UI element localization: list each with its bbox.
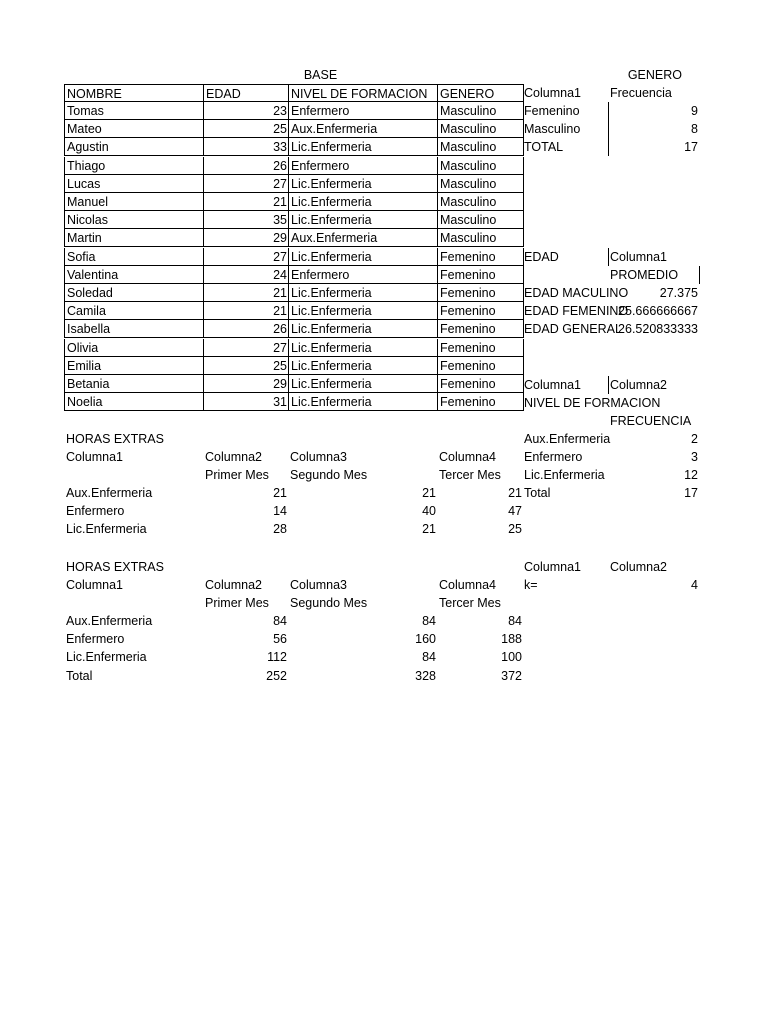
base-cell-genero[interactable]: Masculino <box>437 193 524 211</box>
base-cell-nivel[interactable]: Enfermero <box>288 266 438 284</box>
horas1-header-1[interactable]: Columna2 <box>205 450 262 464</box>
horas2-title: HORAS EXTRAS <box>66 560 164 574</box>
base-cell-edad[interactable]: 29 <box>203 229 289 247</box>
base-cell-nombre[interactable]: Olivia <box>64 339 204 357</box>
horas2-header-3[interactable]: Columna4 <box>439 578 496 592</box>
genero-label-2[interactable]: TOTAL <box>524 140 564 154</box>
base-cell-nivel[interactable]: Lic.Enfermeria <box>288 357 438 375</box>
base-cell-edad[interactable]: 35 <box>203 211 289 229</box>
base-cell-nombre[interactable]: Noelia <box>64 393 204 411</box>
base-cell-nombre[interactable]: Valentina <box>64 266 204 284</box>
nivel-value-2[interactable]: 12 <box>684 468 698 482</box>
edad-divider-top <box>608 248 609 266</box>
base-cell-nivel[interactable]: Lic.Enfermeria <box>288 302 438 320</box>
base-cell-nombre[interactable]: Emilia <box>64 357 204 375</box>
edad-label-2[interactable]: EDAD GENERAL <box>524 322 622 336</box>
genero-col2[interactable]: Frecuencia <box>610 86 672 100</box>
base-cell-nivel[interactable]: Lic.Enfermeria <box>288 339 438 357</box>
base-cell-nivel[interactable]: Enfermero <box>288 102 438 120</box>
base-cell-edad[interactable]: 27 <box>203 175 289 193</box>
base-cell-edad[interactable]: 29 <box>203 375 289 393</box>
header-nivel[interactable]: NIVEL DE FORMACION <box>288 84 438 102</box>
k-value[interactable]: 4 <box>691 578 698 592</box>
base-cell-edad[interactable]: 31 <box>203 393 289 411</box>
nivel-value-1[interactable]: 3 <box>691 450 698 464</box>
edad-value-1[interactable]: 25.666666667 <box>618 304 698 318</box>
base-cell-nivel[interactable]: Lic.Enfermeria <box>288 375 438 393</box>
nivel-col2[interactable]: Columna2 <box>610 378 667 392</box>
base-cell-edad[interactable]: 27 <box>203 339 289 357</box>
header-genero[interactable]: GENERO <box>437 84 524 102</box>
base-cell-nombre[interactable]: Martin <box>64 229 204 247</box>
nivel-col1[interactable]: Columna1 <box>524 378 581 392</box>
horas1-cell[interactable]: 21 <box>422 486 436 500</box>
genero-title: GENERO <box>627 68 682 82</box>
base-cell-genero[interactable]: Masculino <box>437 211 524 229</box>
base-cell-nombre[interactable]: Camila <box>64 302 204 320</box>
base-cell-genero[interactable]: Femenino <box>437 284 524 302</box>
base-cell-edad[interactable]: 21 <box>203 193 289 211</box>
horas2-cell[interactable]: 84 <box>422 614 436 628</box>
horas2-cell[interactable]: 84 <box>422 650 436 665</box>
base-cell-edad[interactable]: 24 <box>203 266 289 284</box>
horas2-cell[interactable]: 328 <box>415 668 436 683</box>
base-cell-nivel[interactable]: Aux.Enfermeria <box>288 120 438 138</box>
horas1-header-0[interactable]: Columna1 <box>66 450 123 464</box>
base-cell-nombre[interactable]: Tomas <box>64 102 204 120</box>
base-cell-genero[interactable]: Femenino <box>437 302 524 320</box>
edad-divider-right <box>699 266 700 284</box>
base-cell-genero[interactable]: Masculino <box>437 138 524 156</box>
horas1-cell[interactable]: 28 <box>273 522 287 537</box>
base-cell-nombre[interactable]: Lucas <box>64 175 204 193</box>
base-cell-nivel[interactable]: Aux.Enfermeria <box>288 229 438 247</box>
horas2-subheader-1[interactable]: Segundo Mes <box>290 596 368 610</box>
horas2-subheader-0[interactable]: Primer Mes <box>205 596 269 610</box>
edad-value-0[interactable]: 27.375 <box>659 286 698 300</box>
edad-label-0[interactable]: EDAD MACULINO <box>524 286 629 300</box>
horas2-cell[interactable]: Aux.Enfermeria <box>66 614 153 628</box>
nivel-value-0[interactable]: 2 <box>691 432 698 446</box>
horas1-header-2[interactable]: Columna3 <box>290 450 347 464</box>
edad-col2b[interactable]: PROMEDIO <box>610 268 679 282</box>
base-cell-nombre[interactable]: Betania <box>64 375 204 393</box>
base-cell-edad[interactable]: 33 <box>203 138 289 156</box>
horas2-cell[interactable]: 252 <box>266 668 287 683</box>
edad-col1[interactable]: EDAD <box>524 250 559 264</box>
horas2-cell[interactable]: 372 <box>501 668 522 683</box>
nivel-label-3[interactable]: Total <box>524 486 551 500</box>
k-col1[interactable]: Columna1 <box>524 560 581 574</box>
base-cell-nombre[interactable]: Agustin <box>64 138 204 156</box>
genero-label-0[interactable]: Femenino <box>524 104 580 118</box>
edad-value-2[interactable]: 26.520833333 <box>618 322 698 336</box>
base-cell-edad[interactable]: 21 <box>203 284 289 302</box>
base-cell-nombre[interactable]: Nicolas <box>64 211 204 229</box>
nivel-divider <box>608 376 609 394</box>
genero-col1[interactable]: Columna1 <box>524 86 581 100</box>
horas1-header-3[interactable]: Columna4 <box>439 450 496 464</box>
base-cell-genero[interactable]: Masculino <box>437 175 524 193</box>
genero-divider <box>608 102 609 156</box>
horas1-cell[interactable]: 47 <box>508 504 522 519</box>
base-cell-genero[interactable]: Femenino <box>437 357 524 375</box>
base-cell-edad[interactable]: 21 <box>203 302 289 320</box>
horas1-cell[interactable]: 14 <box>273 504 287 519</box>
horas1-cell[interactable]: Lic.Enfermeria <box>66 522 147 537</box>
nivel-freq[interactable]: FRECUENCIA <box>610 414 692 428</box>
base-cell-genero[interactable]: Femenino <box>437 339 524 357</box>
base-cell-genero[interactable]: Masculino <box>437 120 524 138</box>
horas1-cell[interactable]: Enfermero <box>66 504 125 519</box>
horas1-subheader-0[interactable]: Primer Mes <box>205 468 269 482</box>
base-cell-nivel[interactable]: Lic.Enfermeria <box>288 211 438 229</box>
horas2-cell[interactable]: Total <box>66 668 93 683</box>
horas1-cell[interactable]: 25 <box>508 522 522 537</box>
base-cell-edad[interactable]: 25 <box>203 357 289 375</box>
genero-value-2[interactable]: 17 <box>684 140 698 154</box>
base-cell-edad[interactable]: 26 <box>203 320 289 338</box>
base-cell-edad[interactable]: 26 <box>203 157 289 175</box>
horas2-cell[interactable]: Lic.Enfermeria <box>66 650 147 665</box>
base-cell-nombre[interactable]: Manuel <box>64 193 204 211</box>
base-cell-nivel[interactable]: Lic.Enfermeria <box>288 248 438 266</box>
nivel-label-0[interactable]: Aux.Enfermeria <box>524 432 611 446</box>
horas2-cell[interactable]: Enfermero <box>66 632 125 647</box>
base-cell-nombre[interactable]: Isabella <box>64 320 204 338</box>
base-cell-genero[interactable]: Femenino <box>437 266 524 284</box>
nivel-label[interactable]: NIVEL DE FORMACION <box>524 396 661 410</box>
base-cell-nivel[interactable]: Lic.Enfermeria <box>288 284 438 302</box>
horas2-cell[interactable]: 188 <box>501 632 522 647</box>
base-cell-nombre[interactable]: Mateo <box>64 120 204 138</box>
horas2-header-1[interactable]: Columna2 <box>205 578 262 592</box>
horas2-cell[interactable]: 112 <box>267 650 287 665</box>
base-cell-nombre[interactable]: Sofia <box>64 248 204 266</box>
base-title: BASE <box>303 68 338 82</box>
base-cell-nombre[interactable]: Soledad <box>64 284 204 302</box>
base-cell-genero[interactable]: Femenino <box>437 393 524 411</box>
base-cell-edad[interactable]: 27 <box>203 248 289 266</box>
header-nombre[interactable]: NOMBRE <box>64 84 204 102</box>
horas2-cell[interactable]: 100 <box>501 650 522 665</box>
horas1-title: HORAS EXTRAS <box>66 432 164 446</box>
base-cell-nombre[interactable]: Thiago <box>64 157 204 175</box>
base-cell-genero[interactable]: Femenino <box>437 320 524 338</box>
k-label[interactable]: k= <box>524 578 538 592</box>
base-cell-nivel[interactable]: Lic.Enfermeria <box>288 393 438 411</box>
base-cell-nivel[interactable]: Lic.Enfermeria <box>288 320 438 338</box>
horas2-subheader-2[interactable]: Tercer Mes <box>439 596 501 610</box>
base-cell-genero[interactable]: Masculino <box>437 157 524 175</box>
horas1-subheader-1[interactable]: Segundo Mes <box>290 468 368 482</box>
base-cell-genero[interactable]: Femenino <box>437 375 524 393</box>
base-cell-nivel[interactable]: Enfermero <box>288 157 438 175</box>
horas2-cell[interactable]: 160 <box>415 632 436 647</box>
horas2-header-2[interactable]: Columna3 <box>290 578 347 592</box>
genero-value-0[interactable]: 9 <box>691 104 698 118</box>
nivel-label-2[interactable]: Lic.Enfermeria <box>524 468 605 482</box>
horas1-cell[interactable]: Aux.Enfermeria <box>66 486 153 500</box>
horas1-cell[interactable]: 40 <box>422 504 436 519</box>
horas2-header-0[interactable]: Columna1 <box>66 578 123 592</box>
horas2-cell[interactable]: 84 <box>508 614 522 628</box>
base-cell-genero[interactable]: Femenino <box>437 248 524 266</box>
nivel-value-3[interactable]: 17 <box>684 486 698 500</box>
base-cell-nivel[interactable]: Lic.Enfermeria <box>288 175 438 193</box>
genero-value-1[interactable]: 8 <box>691 122 698 136</box>
base-cell-nivel[interactable]: Lic.Enfermeria <box>288 138 438 156</box>
horas1-cell[interactable]: 21 <box>508 486 522 500</box>
horas2-cell[interactable]: 56 <box>273 632 287 647</box>
base-cell-edad[interactable]: 23 <box>203 102 289 120</box>
horas2-cell[interactable]: 84 <box>273 614 287 628</box>
k-col2[interactable]: Columna2 <box>610 560 667 574</box>
horas1-cell[interactable]: 21 <box>273 486 287 500</box>
base-cell-nivel[interactable]: Lic.Enfermeria <box>288 193 438 211</box>
header-edad[interactable]: EDAD <box>203 84 289 102</box>
horas1-subheader-2[interactable]: Tercer Mes <box>439 468 501 482</box>
edad-label-1[interactable]: EDAD FEMENINO <box>524 304 629 318</box>
nivel-label-1[interactable]: Enfermero <box>524 450 583 464</box>
base-cell-genero[interactable]: Masculino <box>437 102 524 120</box>
base-cell-genero[interactable]: Masculino <box>437 229 524 247</box>
base-cell-edad[interactable]: 25 <box>203 120 289 138</box>
horas1-cell[interactable]: 21 <box>422 522 436 537</box>
genero-label-1[interactable]: Masculino <box>524 122 581 136</box>
edad-col2[interactable]: Columna1 <box>610 250 667 264</box>
